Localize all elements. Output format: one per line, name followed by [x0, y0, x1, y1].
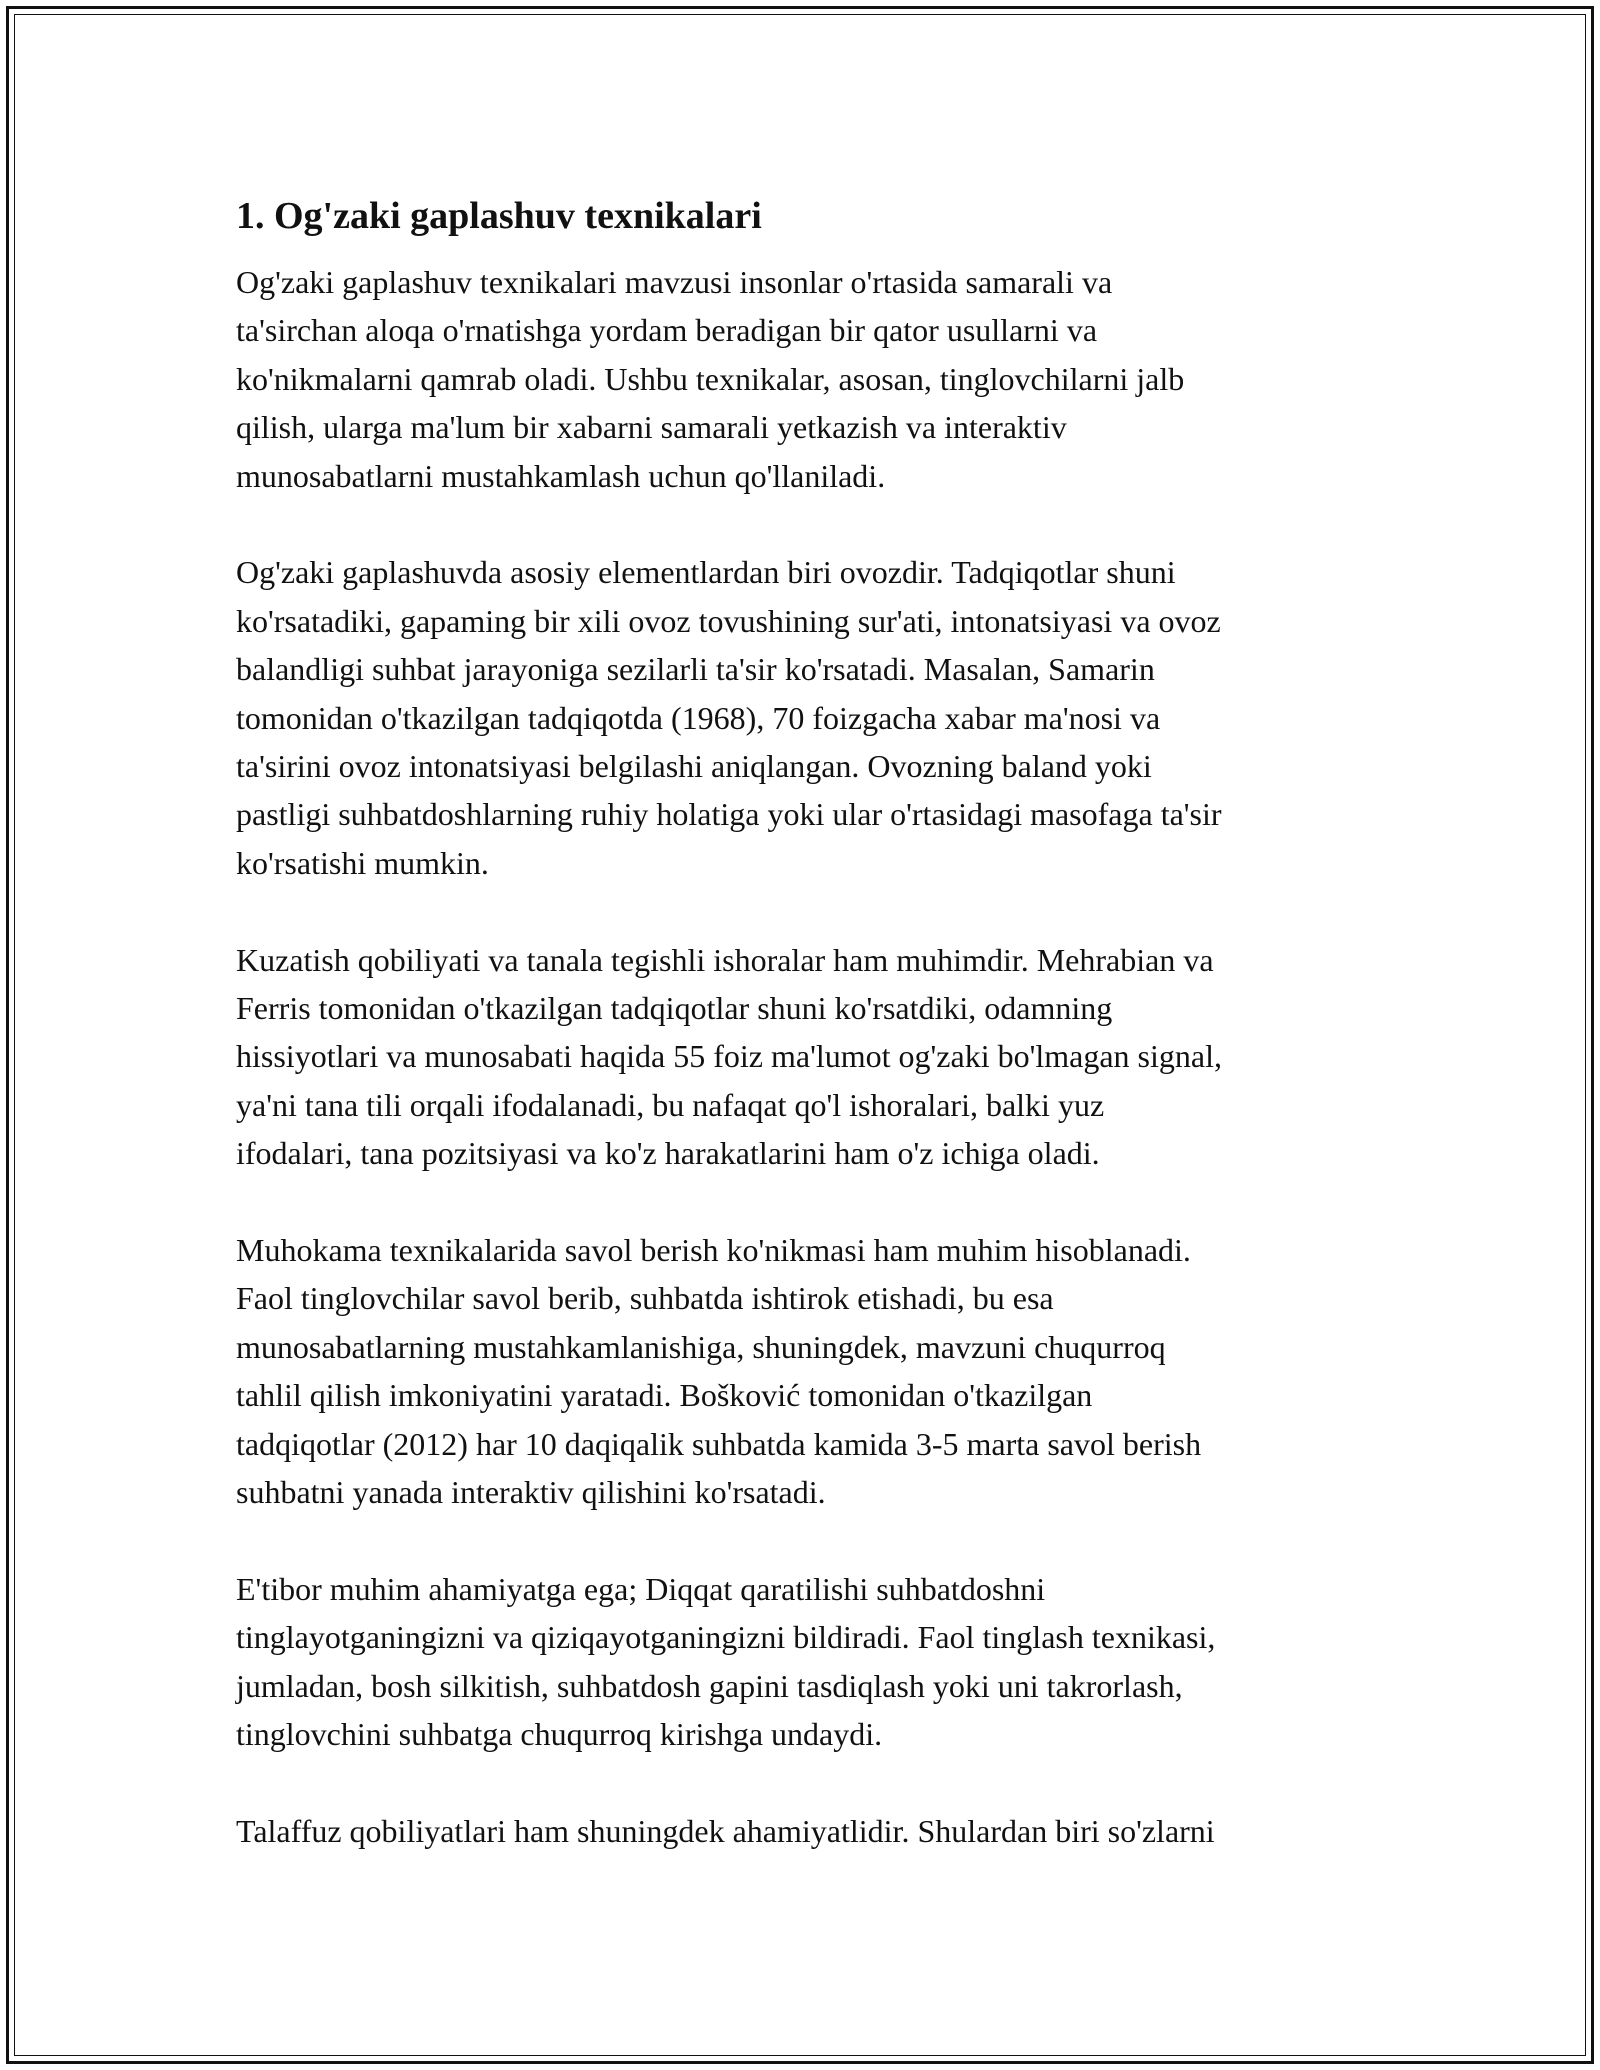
text-line: munosabatlarni mustahkamlash uchun qo'llaniladi.: [236, 457, 886, 494]
text-line: qilish, ularga ma'lum bir xabarni samarali yetkazish va interaktiv: [236, 409, 1067, 446]
text-line: ta'sirchan aloqa o'rnatishga yordam beradigan bir qator usullarni va: [236, 312, 1098, 349]
paragraph-3: [236, 936, 1376, 1178]
text-line: Og'zaki gaplashuv texnikalari mavzusi insonlar o'rtasida samarali va: [236, 264, 1113, 300]
text-line: Ferris tomonidan o'tkazilgan tadqiqotlar shuni ko'rsatdiki, odamning: [236, 990, 1113, 1027]
text-line: suhbatni yanada interaktiv qilishini ko'rsatadi.: [236, 1474, 826, 1511]
text-line: jumladan, bosh silkitish, suhbatdosh gapini tasdiqlash yoki uni takrorlash,: [236, 1667, 1183, 1704]
paragraph-6: [236, 1807, 1376, 1855]
paragraph-2: [236, 548, 1376, 887]
text-line: ta'sirini ovoz intonatsiyasi belgilashi aniqlangan. Ovozning baland yoki: [236, 748, 1152, 785]
text-line: ko'rsatadiki, gapaming bir xili ovoz tovushining sur'ati, intonatsiyasi va ovoz: [236, 602, 1221, 639]
text-line: Faol tinglovchilar savol berib, suhbatda ishtirok etishadi, bu esa: [236, 1280, 1054, 1317]
text-line: ko'rsatishi mumkin.: [236, 844, 489, 881]
text-line: Muhokama texnikalarida savol berish ko'nikmasi ham muhim hisoblanadi.: [236, 1232, 1191, 1269]
text-line: Og'zaki gaplashuvda asosiy elementlardan biri ovozdir. Tadqiqotlar shuni: [236, 554, 1176, 591]
text-line: E'tibor muhim ahamiyatga ega; Diqqat qaratilishi suhbatdoshni: [236, 1570, 1046, 1607]
text-line: Talaffuz qobiliyatlari ham shuningdek ahamiyatlidir. Shulardan biri so'zlarni: [236, 1812, 1215, 1849]
section-heading: 1. Og'zaki gaplashuv texnikalari: [236, 195, 762, 237]
text-line: hissiyotlari va munosabati haqida 55 foiz ma'lumot og'zaki bo'lmagan signal,: [236, 1038, 1222, 1075]
text-line: ko'nikmalarni qamrab oladi. Ushbu texnikalar, asosan, tinglovchilarni jalb: [236, 360, 1185, 397]
text-line: ya'ni tana tili orqali ifodalanadi, bu nafaqat qo'l ishoralari, balki yuz: [236, 1086, 1105, 1123]
text-line: tomonidan o'tkazilgan tadqiqotda (1968), 70 foizgacha xabar ma'nosi va: [236, 699, 1161, 736]
text-line: Kuzatish qobiliyati va tanala tegishli ishoralar ham muhimdir. Mehrabian va: [236, 941, 1214, 978]
text-line: tahlil qilish imkoniyatini yaratadi. Bošković tomonidan o'tkazilgan: [236, 1377, 1093, 1414]
document-page: [236, 190, 1376, 1855]
text-line: munosabatlarning mustahkamlanishiga, shuningdek, mavzuni chuqurroq: [236, 1328, 1166, 1365]
text-line: balandligi suhbat jarayoniga sezilarli ta'sir ko'rsatadi. Masalan, Samarin: [236, 651, 1155, 688]
paragraph-5: [236, 1565, 1376, 1759]
text-line: pastligi suhbatdoshlarning ruhiy holatiga yoki ular o'rtasidagi masofaga ta'sir: [236, 796, 1222, 833]
paragraph-4: [236, 1226, 1376, 1516]
text-line: tinglayotganingizni va qiziqayotganingizni bildiradi. Faol tinglash texnikasi,: [236, 1619, 1216, 1656]
text-line: ifodalari, tana pozitsiyasi va ko'z harakatlarini ham o'z ichiga oladi.: [236, 1135, 1100, 1172]
text-line: tadqiqotlar (2012) har 10 daqiqalik suhbatda kamida 3-5 marta savol berish: [236, 1425, 1202, 1462]
text-line: tinglovchini suhbatga chuqurroq kirishga undaydi.: [236, 1716, 883, 1753]
paragraph-1: [236, 258, 1376, 500]
